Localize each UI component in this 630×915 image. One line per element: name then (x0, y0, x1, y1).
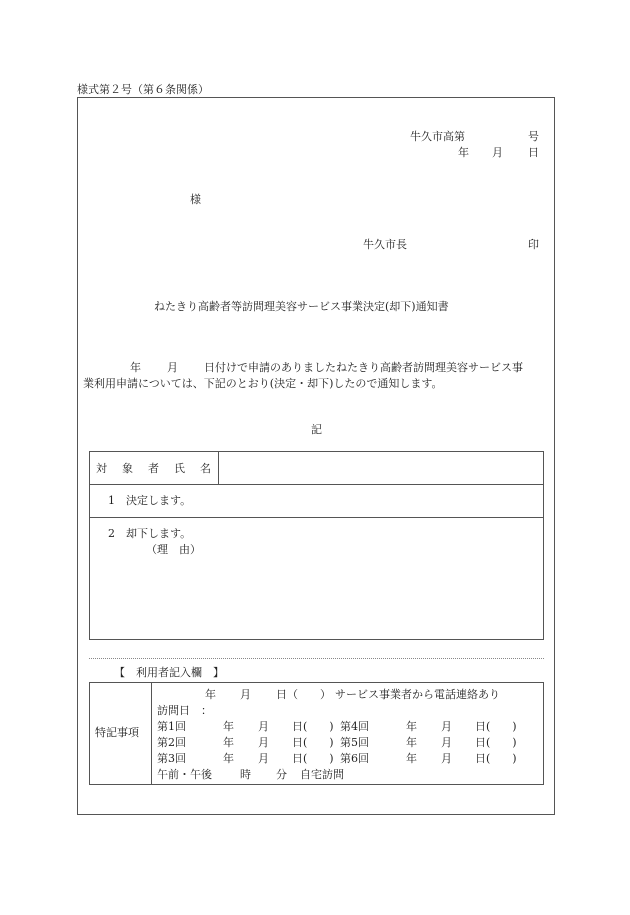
visit-year: 年 (223, 752, 234, 765)
dotted-separator (89, 658, 544, 659)
contact-day: 日（ ） (276, 688, 331, 701)
body-line1: 日付けで申請のありましたねたきり高齢者訪問理美容サービス事 (204, 361, 523, 374)
special-notes-label: 特記事項 (95, 726, 139, 739)
visit-label: 第6回 (340, 752, 369, 765)
table-row-divider (89, 484, 544, 485)
visit-place: 自宅訪問 (300, 768, 344, 781)
seal-mark: 印 (528, 238, 539, 251)
subject-name-label-char: 名 (200, 462, 211, 475)
visit-month: 月 (258, 720, 269, 733)
table-row-divider (89, 517, 544, 518)
visit-day: 日( ) (292, 720, 334, 733)
form-ref: 様式第２号（第６条関係） (77, 83, 209, 96)
visit-day: 日( ) (292, 752, 334, 765)
visit-year: 年 (406, 752, 417, 765)
visit-month: 月 (441, 720, 452, 733)
reject-option: 2 却下します。 (108, 527, 192, 540)
visit-year: 年 (223, 736, 234, 749)
issue-date-year: 年 (458, 146, 469, 159)
table-col-divider (218, 451, 219, 484)
issue-date-day: 日 (528, 146, 539, 159)
visit-month: 月 (441, 752, 452, 765)
visit-date-label: 訪問日 ： (157, 704, 212, 717)
contact-text: サービス事業者から電話連絡あり (335, 688, 500, 701)
visit-year: 年 (223, 720, 234, 733)
visit-hour: 時 (240, 768, 251, 781)
body-year: 年 (130, 361, 141, 374)
visit-day: 日( ) (475, 752, 517, 765)
visit-day: 日( ) (475, 720, 517, 733)
subject-name-label-char: 対 (96, 462, 107, 475)
subject-name-field[interactable] (225, 463, 535, 477)
visit-label: 第2回 (157, 736, 186, 749)
visit-month: 月 (441, 736, 452, 749)
subject-name-label-char: 者 (148, 462, 159, 475)
recipient-suffix: 様 (190, 193, 201, 206)
body-line2: 業利用申請については、下記のとおり(決定・却下)したので通知します。 (83, 377, 443, 390)
contact-year: 年 (205, 688, 216, 701)
contact-month: 月 (240, 688, 251, 701)
user-section-heading: 【 利用者記入欄 】 (114, 666, 224, 679)
visit-ampm: 午前・午後 (157, 768, 212, 781)
visit-year: 年 (406, 720, 417, 733)
subject-name-label-char: 氏 (174, 462, 185, 475)
visit-label: 第4回 (340, 720, 369, 733)
document-number-label: 牛久市高第 (410, 130, 465, 143)
visit-label: 第3回 (157, 752, 186, 765)
document-number-suffix: 号 (528, 130, 539, 143)
document-title: ねたきり高齢者等訪問理美容サービス事業決定(却下)通知書 (154, 300, 449, 313)
visit-minute: 分 (276, 768, 287, 781)
visit-day: 日( ) (292, 736, 334, 749)
visit-month: 月 (258, 752, 269, 765)
body-month: 月 (167, 361, 178, 374)
issuer-name: 牛久市長 (363, 238, 407, 251)
reason-label: （理 由） (146, 543, 201, 556)
visit-day: 日( ) (475, 736, 517, 749)
subject-name-label (96, 463, 211, 474)
issue-date-month: 月 (492, 146, 503, 159)
approve-option: 1 決定します。 (108, 494, 192, 507)
subject-name-label-char: 象 (122, 462, 133, 475)
ki-heading: 記 (311, 423, 322, 436)
visit-label: 第5回 (340, 736, 369, 749)
visit-year: 年 (406, 736, 417, 749)
visit-month: 月 (258, 736, 269, 749)
visit-label: 第1回 (157, 720, 186, 733)
user-table-col-divider (151, 682, 152, 785)
